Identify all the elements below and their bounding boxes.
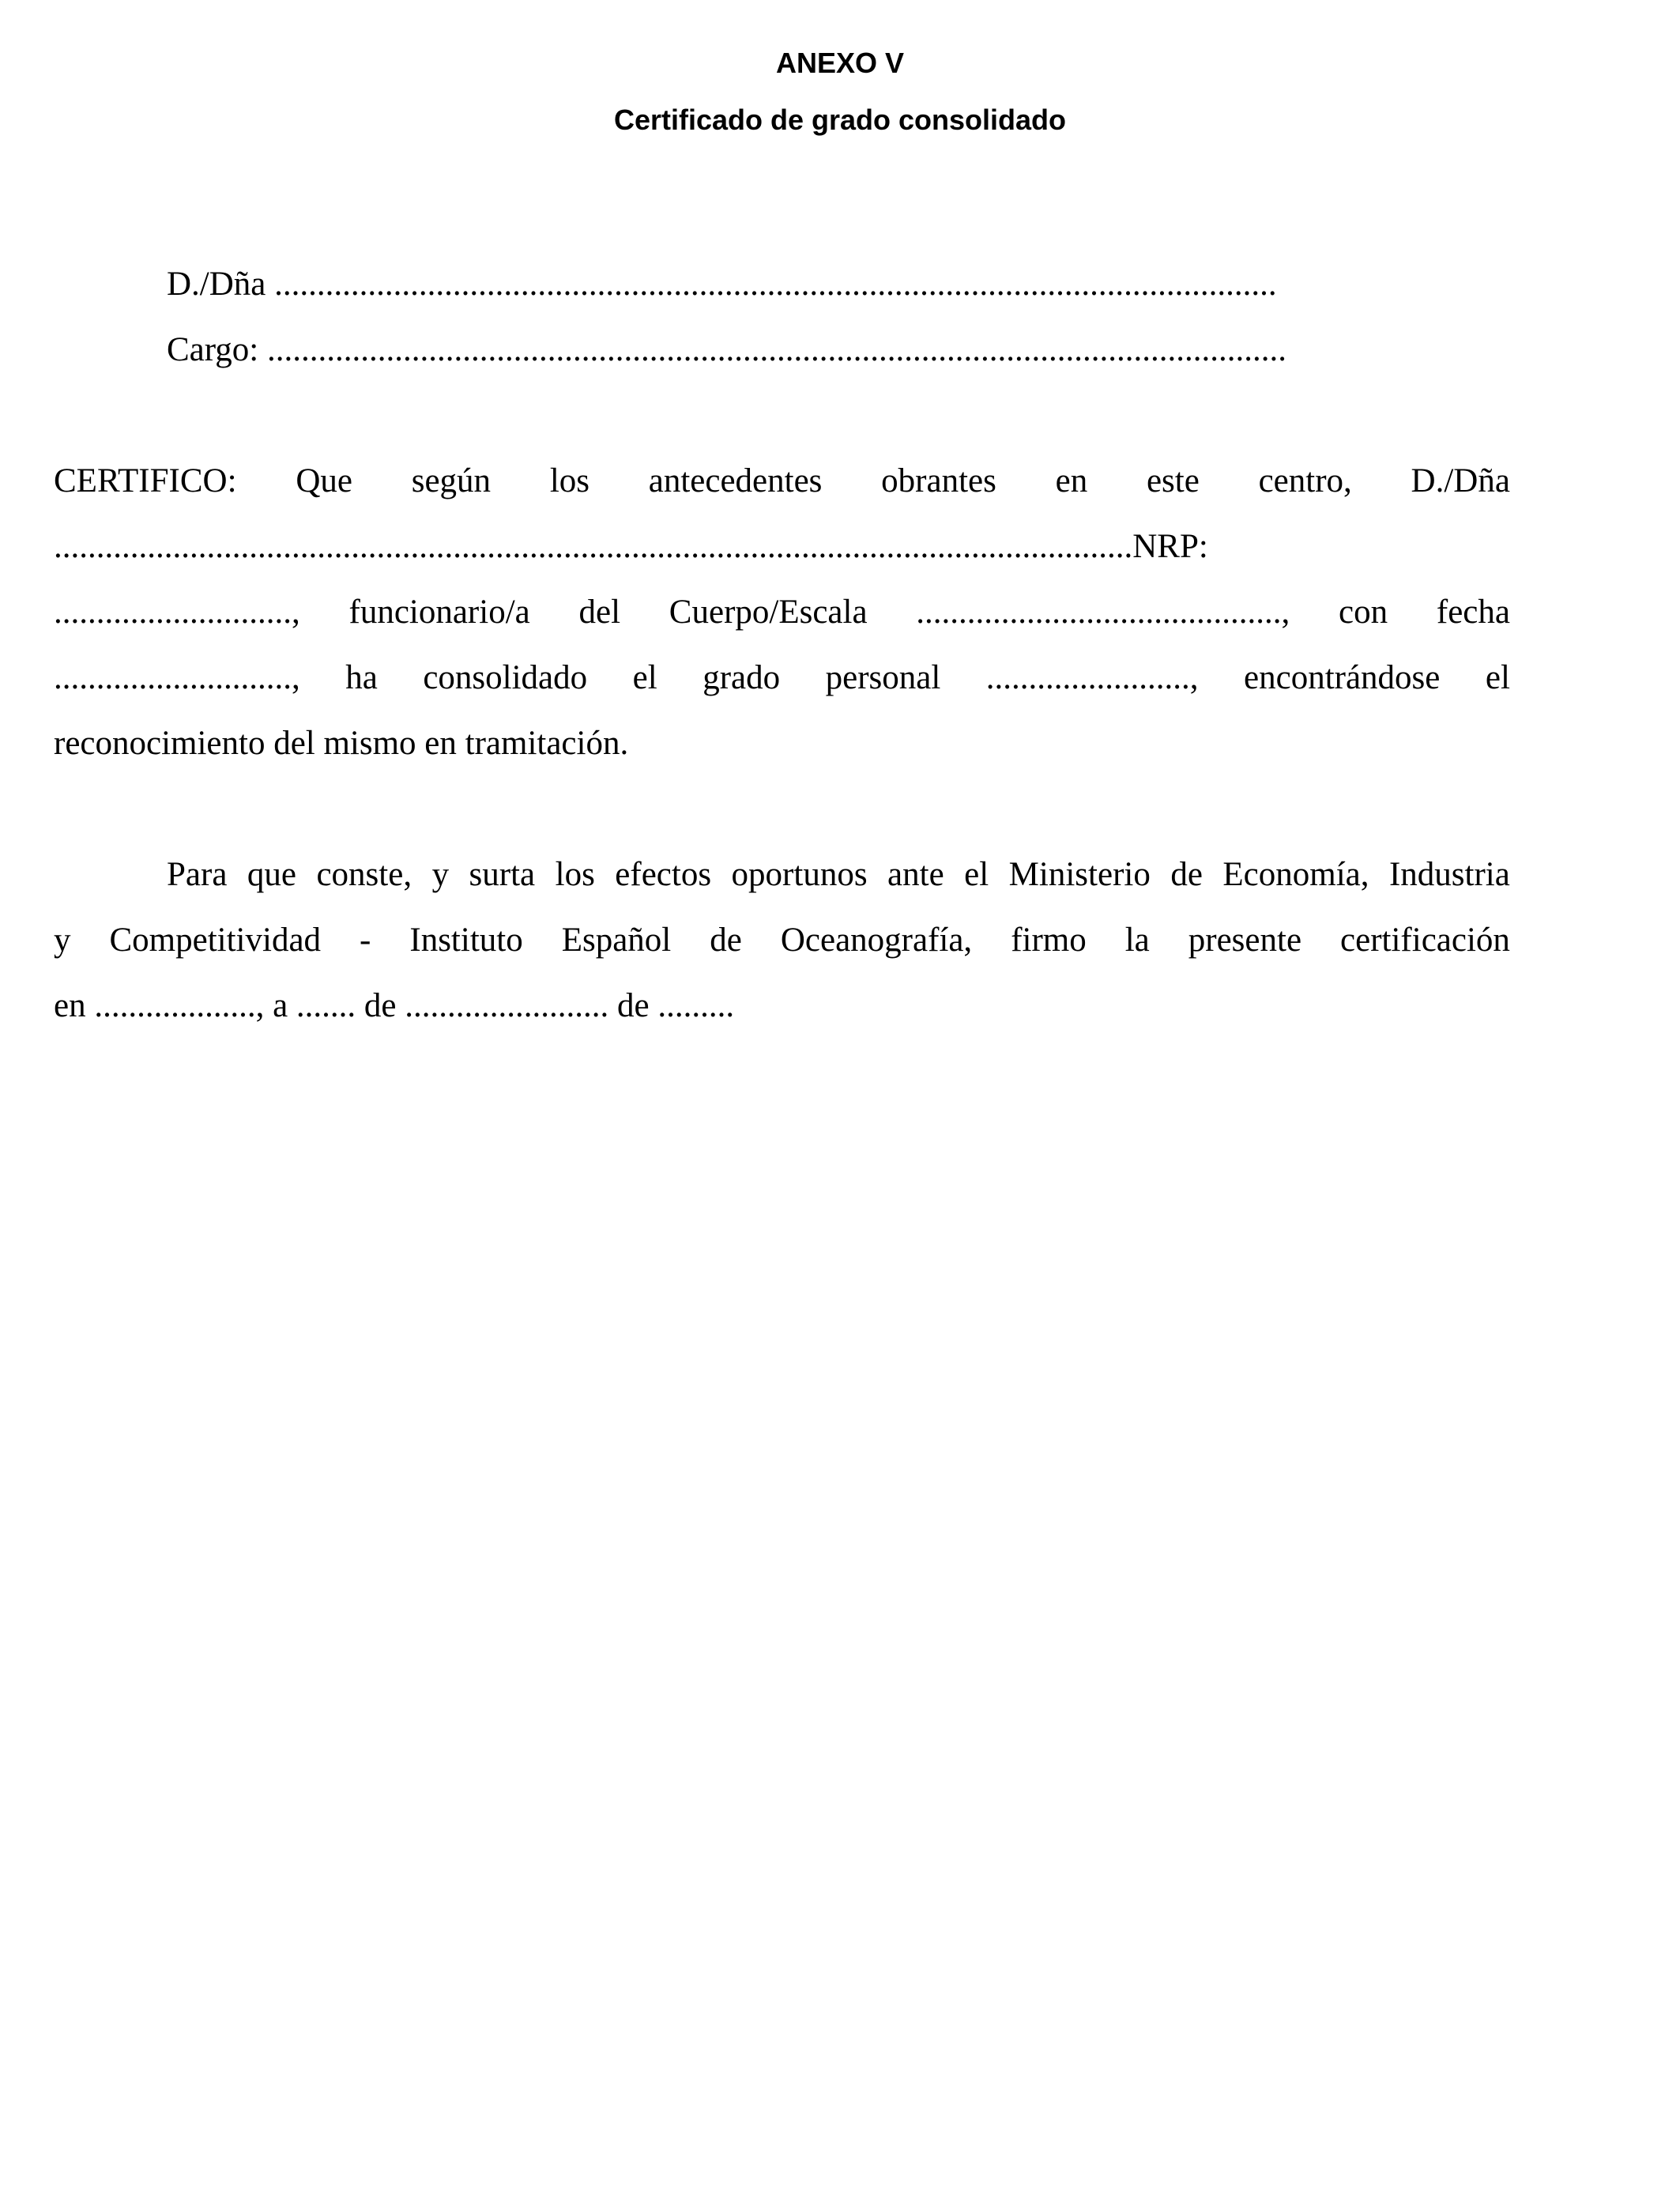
word: ha: [345, 659, 378, 696]
certifico-line-2: [54, 530, 1510, 564]
word: Instituto: [409, 922, 523, 959]
word: Que: [296, 462, 352, 499]
word: la: [1124, 922, 1150, 959]
word: de: [710, 922, 742, 959]
closing-line-2: [54, 923, 1510, 957]
certifico-line-3: [54, 595, 1510, 629]
word: centro,: [1258, 462, 1352, 499]
word: que: [247, 856, 296, 893]
word: ............................,: [54, 594, 300, 631]
word: ...............................................................................................................................NRP:: [54, 528, 1208, 565]
word: el: [632, 659, 657, 696]
word: según: [411, 462, 492, 499]
word: firmo: [1011, 922, 1087, 959]
word: certificación: [1340, 922, 1510, 959]
word: consolidado: [423, 659, 588, 696]
word: Economía,: [1222, 856, 1369, 893]
document-title: ANEXO V: [775, 47, 905, 79]
certifico-line-1: [54, 464, 1510, 498]
word: Cuerpo/Escala: [669, 594, 868, 631]
word: -: [360, 922, 371, 959]
word: los: [549, 462, 590, 499]
word: oportunos: [731, 856, 868, 893]
word: encontrándose: [1244, 659, 1441, 696]
name-field-line: D./Dña ......................................................................................................................: [167, 266, 1277, 303]
word: de: [1170, 856, 1203, 893]
word: los: [555, 856, 595, 893]
closing-line-1: [167, 858, 1510, 892]
word: Para: [167, 856, 228, 893]
cargo-field-line: Cargo: ........................................................................................................................: [167, 331, 1287, 368]
word: ante: [887, 856, 944, 893]
closing-line-3: en ..................., a ....... de ........................ de .........: [54, 987, 735, 1024]
word: Español: [561, 922, 672, 959]
word: ...........................................,: [916, 594, 1290, 631]
word: con: [1339, 594, 1388, 631]
certifico-line-4: [54, 661, 1510, 695]
word: obrantes: [881, 462, 996, 499]
word: presente: [1188, 922, 1302, 959]
word: Ministerio: [1008, 856, 1151, 893]
word: Oceanografía,: [780, 922, 973, 959]
word: el: [964, 856, 989, 893]
word: en: [1055, 462, 1088, 499]
word: D./Dña: [1411, 462, 1510, 499]
word: y: [431, 856, 450, 893]
word: antecedentes: [648, 462, 823, 499]
word: fecha: [1436, 594, 1510, 631]
word: Competitividad: [109, 922, 322, 959]
word: personal: [825, 659, 941, 696]
word: este: [1146, 462, 1200, 499]
word: grado: [703, 659, 781, 696]
word: conste,: [316, 856, 412, 893]
word: Industria: [1388, 856, 1510, 893]
word: del: [578, 594, 621, 631]
word: CERTIFICO:: [54, 462, 237, 499]
word: surta: [469, 856, 536, 893]
word: ........................,: [985, 659, 1199, 696]
document-subtitle: Certificado de grado consolidado: [613, 104, 1067, 136]
word: ............................,: [54, 659, 300, 696]
word: efectos: [615, 856, 712, 893]
word: el: [1485, 659, 1510, 696]
word: y: [54, 922, 71, 959]
word: funcionario/a: [348, 594, 530, 631]
certifico-line-5: reconocimiento del mismo en tramitación.: [54, 725, 629, 762]
